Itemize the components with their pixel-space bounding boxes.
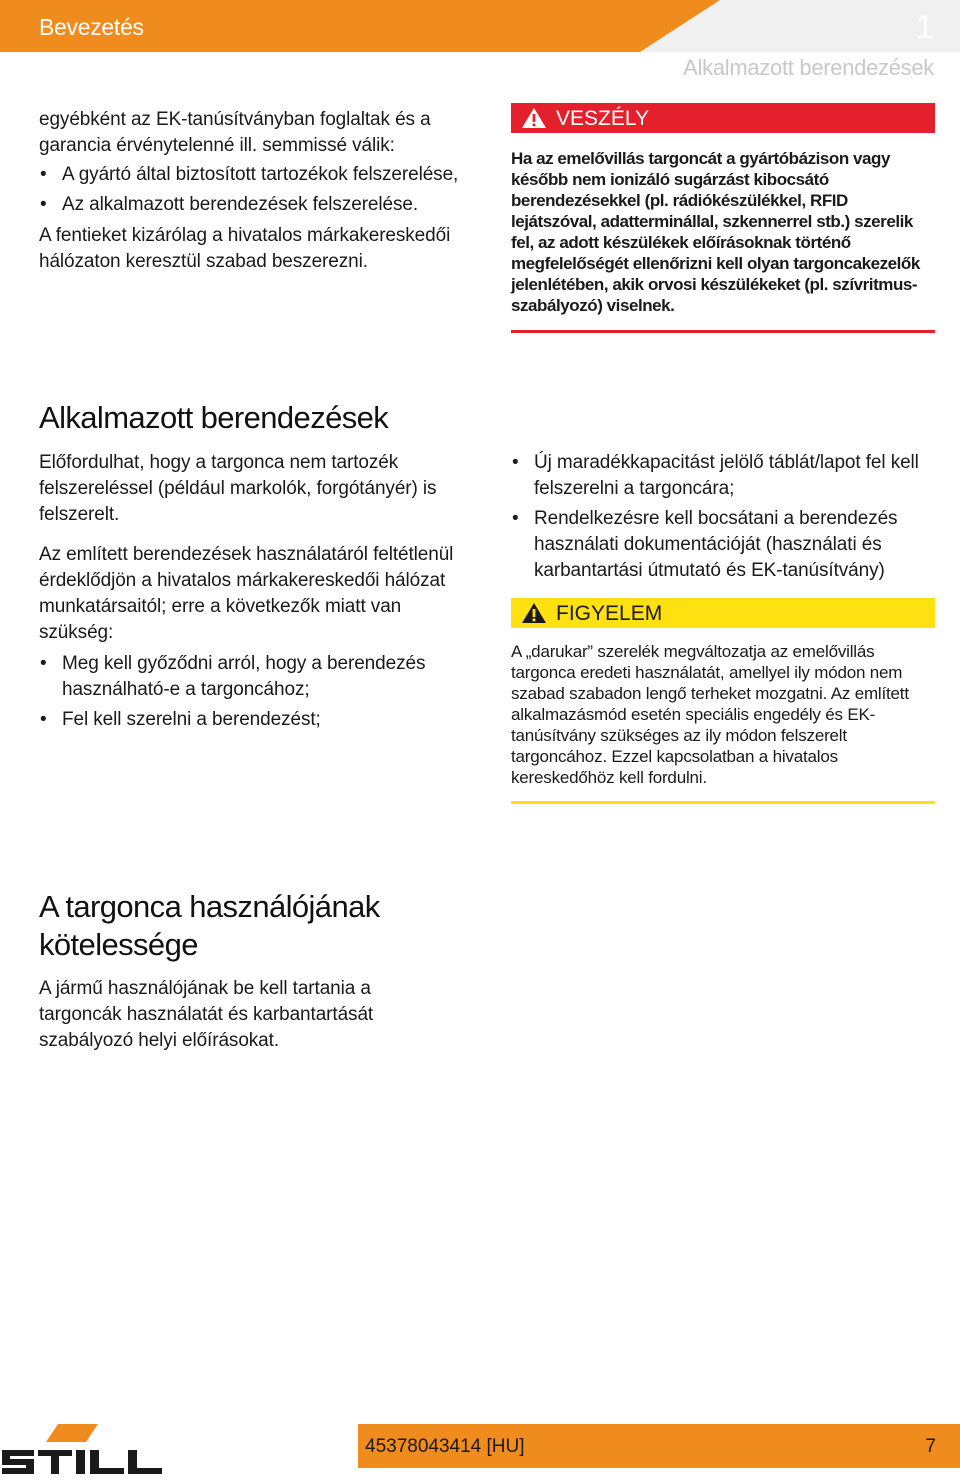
warning-triangle-icon [521, 107, 547, 129]
equipment-bullet-list-right [511, 450, 946, 584]
document-code: 45378043414 [HU] [365, 1436, 525, 1457]
caution-text: A „darukar” szerelék megváltozatja az emelővillás targonca eredeti használatát, amellyel ily módon nem szabad szabadon lengő terheket mozgatni. Az említett alkalmazásmód esetén speciális engedély és EK-tanúsítvány szükséges az ily módon felszerelt targoncához. Ezzel kapcsolatban a hivatalos kereskedőhöz kell fordulni. [511, 642, 909, 787]
caution-label: FIGYELEM [556, 602, 663, 625]
list-item: • Meg kell győződni arról, hogy a berendezés használható-e a targoncához; [39, 651, 479, 703]
warning-triangle-icon [521, 602, 547, 624]
equipment-paragraph-1: Előfordulhat, hogy a targonca nem tartozék felszereléssel (például markolók, forgótányér) is felszerelt. [39, 452, 437, 525]
equipment-paragraph-2: Az említett berendezések használatáról feltétlenül érdeklődjön a hivatalos márkakereskedői hálózat munkatársaitól; erre a következők miatt van szükség: [39, 544, 454, 643]
danger-header [511, 103, 935, 133]
obligations-text: A jármű használójának be kell tartania a targoncák használatát és karbantartását szabályozó helyi előírásokat. [39, 978, 374, 1051]
list-item: • Rendelkezésre kell bocsátani a berendezés használati dokumentációját (használati és karbantartási útmutató és EK-tanúsítvány) [511, 506, 946, 584]
still-logo [0, 1420, 178, 1476]
intro-block [39, 107, 469, 275]
equipment-title: Alkalmazott berendezések [39, 400, 389, 435]
caution-header [511, 598, 935, 628]
intro-lead: egyébként az EK-tanúsítványban foglaltak és a garancia érvénytelenné ill. semmissé válik: [39, 109, 431, 156]
header-section-title: Bevezetés [39, 14, 144, 40]
list-item: • Fel kell szerelni a berendezést; [39, 707, 479, 733]
intro-bullet-list [39, 162, 469, 218]
equipment-right-column [511, 450, 946, 584]
caution-bottom-rule [511, 801, 935, 804]
list-item: • A gyártó által biztosított tartozékok felszerelése, [39, 162, 469, 188]
danger-text: Ha az emelővillás targoncát a gyártóbázison vagy később nem ionizáló sugárzást kibocsátó berendezésekkel (pl. rádiókészülékkel, RFID lejátszóval, adatterminállal, szkennerrel stb.) szerelik fel, az adott készülékek előírásoknak történő megfelelőségét ellenőrizni kell olyan targoncakezelők jelenlétében, akik orvosi készülékeket (pl. szívritmus-szabályozó) viselnek. [511, 149, 920, 315]
page-number: 7 [925, 1436, 936, 1457]
danger-label: VESZÉLY [556, 107, 649, 130]
equipment-left-column [39, 450, 479, 733]
equipment-bullet-list-left [39, 651, 479, 733]
intro-closing: A fentieket kizárólag a hivatalos márkakereskedői hálózaton keresztül szabad beszerezni. [39, 225, 451, 272]
danger-bottom-rule [511, 330, 935, 333]
chapter-number: 1 [915, 8, 934, 45]
header-subtitle: Alkalmazott berendezések [683, 55, 934, 80]
list-item: • Új maradékkapacitást jelölő táblát/lapot fel kell felszerelni a targoncára; [511, 450, 946, 502]
obligations-title: A targonca használójának kötelessége [39, 889, 380, 962]
list-item: • Az alkalmazott berendezések felszerelése. [39, 192, 469, 218]
